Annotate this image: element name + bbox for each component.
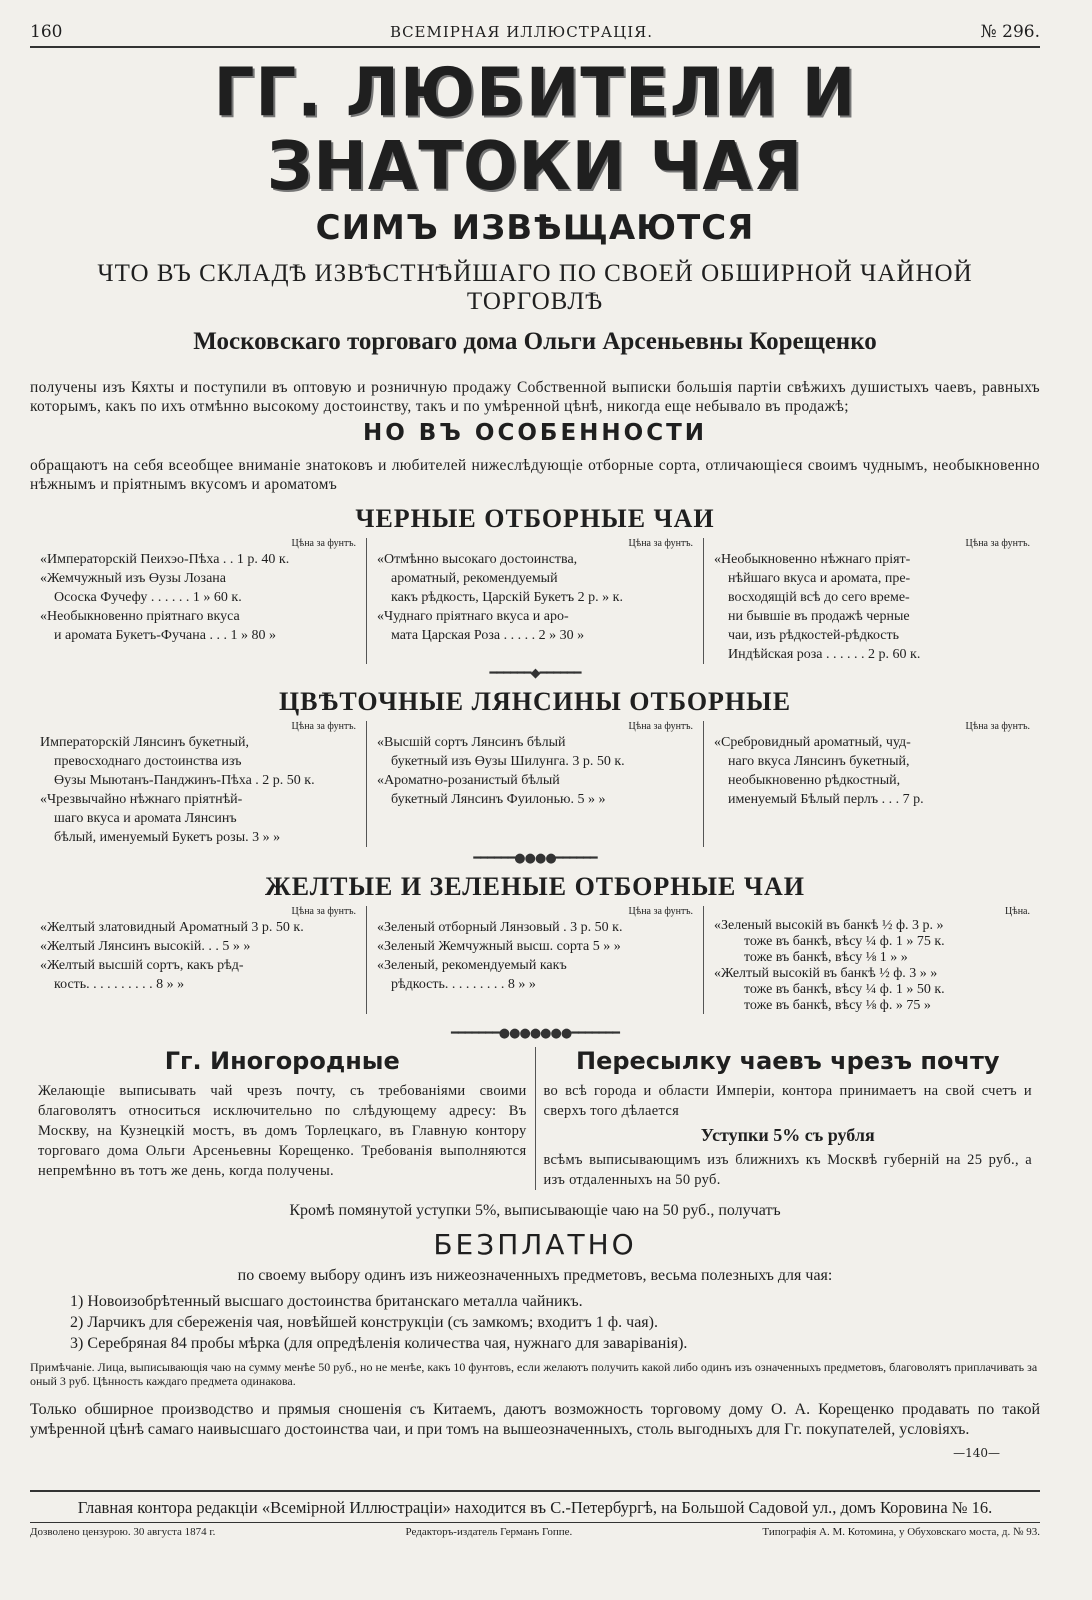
merchant-name: Московскаго торговаго дома Ольги Арсеньевны Корещенко: [193, 328, 877, 355]
newspaper-page: [30, 22, 1040, 1582]
price-header: Цѣна за фунтъ.: [628, 906, 693, 917]
box-text: Желающіе выписывать чай чрезъ почту, съ требованіями своими благоволятъ относиться исключительно по слѣдующему адресу: Въ Москву, на Кузнецкій мостъ, въ домъ Торлецкаго, въ Главную контору торговаго дома Ольги Арсеньевны Корещенко. Требованія выполняются непремѣнно въ тотъ же день, когда получены.: [38, 1083, 527, 1179]
tea-line: именуемый Бѣлый перлъ . . . 7 р.: [728, 792, 924, 807]
ad-subheadline: СИМЪ ИЗВѢЩАЮТСЯ: [315, 208, 755, 248]
tea-line: «Императорскій Пеихэо-Пѣха . . 1 р. 40 к.: [40, 552, 290, 567]
tea-line: «Желтый высшій сортъ, какъ рѣд-: [40, 958, 244, 973]
tea-line: тоже въ банкѣ, вѣсу ⅛ 1 » »: [744, 950, 908, 965]
out-of-town-box: [30, 1047, 535, 1190]
tea-line: «Зеленый Жемчужный высш. сорта 5 » »: [377, 939, 621, 954]
tea-line: «Зеленый высокій въ банкѣ ½ ф. 3 р. »: [714, 918, 944, 933]
page-footer: [30, 1490, 1040, 1538]
tea-column: [366, 538, 703, 664]
box-title: Гг. Иногородные: [164, 1047, 400, 1075]
price-header: Цѣна за фунтъ.: [628, 538, 693, 549]
price-header: Цѣна за фунтъ.: [291, 538, 356, 549]
publication-title: ВСЕМІРНАЯ ИЛЛЮСТРАЦІЯ.: [390, 23, 654, 41]
tea-column: [703, 906, 1040, 1014]
tea-column: [366, 721, 703, 847]
price-header: Цѣна за фунтъ.: [965, 538, 1030, 549]
tea-line: тоже въ банкѣ, вѣсу ¼ ф. 1 » 75 к.: [744, 934, 945, 949]
gift-list: [70, 1291, 1040, 1354]
tea-line: чаи, изъ рѣдкостей-рѣдкость: [728, 628, 900, 643]
printer-note: Типографія А. М. Котомина, у Обуховскаго моста, д. № 93.: [762, 1526, 1040, 1538]
offer-line: Кромѣ помянутой уступки 5%, выписывающіе чаю на 50 руб., получатъ: [289, 1202, 781, 1219]
tea-line: «Необыкновенно нѣжнаго пріят-: [714, 552, 911, 567]
tea-line: «Ароматно-розанистый бѣлый: [377, 773, 560, 788]
tea-line: «Высшій сортъ Лянсинъ бѣлый: [377, 735, 566, 750]
tea-column: [703, 721, 1040, 847]
tea-line: «Чуднаго пріятнаго вкуса и аро-: [377, 609, 569, 624]
choose-line: по своему выбору одинъ изъ нижеозначенныхъ предметовъ, весьма полезныхъ для чая:: [237, 1267, 833, 1284]
ad-headline: ГГ. ЛЮБИТЕЛИ И ЗНАТОКИ ЧАЯ: [213, 54, 857, 206]
green-tea-heading: ЖЕЛТЫЕ И ЗЕЛЕНЫЕ ОТБОРНЫЕ ЧАИ: [265, 872, 805, 901]
tea-line: рѣдкость. . . . . . . . . 8 » »: [391, 977, 536, 992]
tea-line: ни бывшіе въ продажѣ черные: [728, 609, 910, 624]
divider-ornament: ━━━━━━●●●●━━━━━━: [473, 851, 597, 866]
tea-line: кость. . . . . . . . . . 8 » »: [54, 977, 185, 992]
tea-line: бѣлый, именуемый Букетъ розы. 3 » »: [54, 830, 281, 845]
tea-line: необыкновенно рѣдкостный,: [728, 773, 901, 788]
tea-line: «Чрезвычайно нѣжнаго пріятнѣй-: [40, 792, 243, 807]
tea-line: «Отмѣнно высокаго достоинства,: [377, 552, 578, 567]
tea-line: «Сребровидный ароматный, чуд-: [714, 735, 911, 750]
ad-number: —140—: [953, 1446, 1000, 1460]
list-item: 2) Ларчикъ для сбереженія чая, новѣйшей конструкціи (съ замкомъ; входитъ 1 ф. чая).: [70, 1314, 658, 1331]
section-heading: НО ВЪ ОСОБЕННОСТИ: [362, 420, 708, 446]
tea-line: «Зеленый, рекомендуемый какъ: [377, 958, 567, 973]
tea-line: наго вкуса Лянсинъ букетный,: [728, 754, 910, 769]
tea-line: букетный Лянсинъ Фуилонью. 5 » »: [391, 792, 606, 807]
tea-line: нѣйшаго вкуса и аромата, пре-: [728, 571, 911, 586]
tea-line: превосходнаго достоинства изъ: [54, 754, 242, 769]
tea-line: Ососка Фучефу . . . . . . 1 » 60 к.: [54, 590, 242, 605]
postal-box: [535, 1047, 1041, 1190]
flower-tea-heading: ЦВѢТОЧНЫЕ ЛЯНСИНЫ ОТБОРНЫЕ: [278, 687, 792, 716]
tea-column: [366, 906, 703, 1014]
tea-column: [703, 538, 1040, 664]
editor-note: Редакторъ-издатель Германъ Гоппе.: [405, 1526, 573, 1538]
divider-ornament: ━━━━━━◆━━━━━━: [489, 666, 581, 681]
closing-paragraph: Только обширное производство и прямыя сношенія съ Китаемъ, даютъ возможность торговому дому О. А. Корещенко продавать по такой умѣренной цѣнѣ самаго наивысшаго достоинства чаи, и при томъ на вышеозначенныхъ, столь выгодныхъ для Гг. покупателей, условіяхъ.: [30, 1401, 1040, 1438]
tea-column: [30, 906, 366, 1014]
tea-line: и аромата Букетъ-Фучана . . . 1 » 80 »: [54, 628, 276, 643]
box-text: во всѣ города и области Имперіи, контора принимаетъ на свой счетъ и сверхъ того дѣлается: [543, 1083, 1032, 1119]
tea-line: тоже въ банкѣ, вѣсу ⅛ ф. » 75 »: [744, 998, 931, 1013]
tea-line: «Жемчужный изъ Өузы Лозана: [40, 571, 226, 586]
black-tea-columns: [30, 538, 1040, 664]
footer-address: Главная контора редакціи «Всемірной Иллюстраціи» находится въ С.-Петербургѣ, на Большой Садовой ул., домъ Коровина № 16.: [77, 1498, 993, 1517]
tea-line: Индѣйская роза . . . . . . 2 р. 60 к.: [728, 647, 921, 662]
tea-line: ароматный, рекомендуемый: [391, 571, 558, 586]
discount-label: Уступки 5% съ рубля: [700, 1125, 875, 1145]
divider-ornament: ━━━━━━━●●●●●●●━━━━━━━: [451, 1026, 619, 1041]
list-item: 3) Серебряная 84 пробы мѣрка (для опредѣленія количества чая, нужнаго для заваріванія).: [70, 1335, 688, 1352]
price-header: Цѣна за фунтъ.: [291, 906, 356, 917]
flower-tea-columns: [30, 721, 1040, 847]
list-item: 1) Новоизобрѣтенный высшаго достоинства британскаго металла чайникъ.: [70, 1293, 583, 1310]
tea-line: «Необыкновенно пріятнаго вкуса: [40, 609, 240, 624]
price-header: Цѣна за фунтъ.: [291, 721, 356, 732]
tea-line: букетный изъ Өузы Шилунга. 3 р. 50 к.: [391, 754, 625, 769]
note: Примѣчаніе. Лица, выписывающія чаю на сумму менѣе 50 руб., но не менѣе, какъ 10 фунтовъ, если желаютъ получить какой либо одинъ изъ означенныхъ предметовъ, благоволятъ приплачивать за оный 3 руб. Цѣнность каждаго предмета одинакова.: [30, 1360, 1038, 1388]
footer-imprint: [30, 1522, 1040, 1538]
tea-line: «Желтый высокій въ банкѣ ½ ф. 3 » »: [714, 966, 938, 981]
tea-line: «Желтый златовидный Ароматный 3 р. 50 к.: [40, 920, 304, 935]
intro-paragraph-2: обращаютъ на себя всеобщее вниманіе знатоковъ и любителей нижеслѣдующіе отборные сорта, отличающіеся своимъ чуднымъ, необыкновенно нѣжнымъ и пріятнымъ вкусомъ и ароматомъ: [30, 457, 1040, 493]
page-header: [30, 22, 1040, 48]
terms-boxes: [30, 1047, 1040, 1190]
tea-line: «Желтый Лянсинъ высокій. . . 5 » »: [40, 939, 251, 954]
box-title: Пересылку чаевъ чрезъ почту: [575, 1047, 1000, 1075]
tea-line: какъ рѣдкость, Царскій Букетъ 2 р. » к.: [391, 590, 623, 605]
green-tea-columns: [30, 906, 1040, 1014]
tea-line: «Зеленый отборный Лянзовый . 3 р. 50 к.: [377, 920, 623, 935]
page-number: 160: [30, 22, 63, 42]
tea-line: Императорскій Лянсинъ букетный,: [40, 735, 249, 750]
tea-line: восходящій всѣ до сего време-: [728, 590, 910, 605]
tea-line: тоже въ банкѣ, вѣсу ¼ ф. 1 » 50 к.: [744, 982, 945, 997]
censor-note: Дозволено цензурою. 30 августа 1874 г.: [30, 1526, 216, 1538]
price-header: Цѣна за фунтъ.: [965, 721, 1030, 732]
ad-line: ЧТО ВЪ СКЛАДѢ ИЗВѢСТНѢЙШАГО ПО СВОЕЙ ОБШИРНОЙ ЧАЙНОЙ ТОРГОВЛѢ: [97, 260, 973, 315]
tea-line: мата Царская Роза . . . . . 2 » 30 »: [391, 628, 585, 643]
tea-column: [30, 538, 366, 664]
box-text: всѣмъ выписывающимъ изъ ближнихъ къ Москвѣ губерній на 25 руб., а изъ отдаленныхъ на 50 руб.: [543, 1152, 1032, 1188]
tea-line: Өузы Мыютанъ-Панджинъ-Пѣха . 2 р. 50 к.: [54, 773, 315, 788]
free-heading: БЕЗПЛАТНО: [433, 1228, 637, 1261]
issue-number: № 296.: [980, 22, 1040, 42]
tea-line: шаго вкуса и аромата Лянсинъ: [54, 811, 237, 826]
black-tea-heading: ЧЕРНЫЕ ОТБОРНЫЕ ЧАИ: [355, 504, 715, 533]
price-header: Цѣна.: [1005, 906, 1030, 917]
price-header: Цѣна за фунтъ.: [628, 721, 693, 732]
intro-paragraph: получены изъ Кяхты и поступили въ оптовую и розничную продажу Собственной выписки большія партіи свѣжихъ душистыхъ чаевъ, равныхъ которымъ, какъ по ихъ отмѣнно высокому достоинству, такъ и по умѣренной цѣнѣ, никогда еще небывало въ продажѣ;: [30, 379, 1040, 415]
tea-column: [30, 721, 366, 847]
